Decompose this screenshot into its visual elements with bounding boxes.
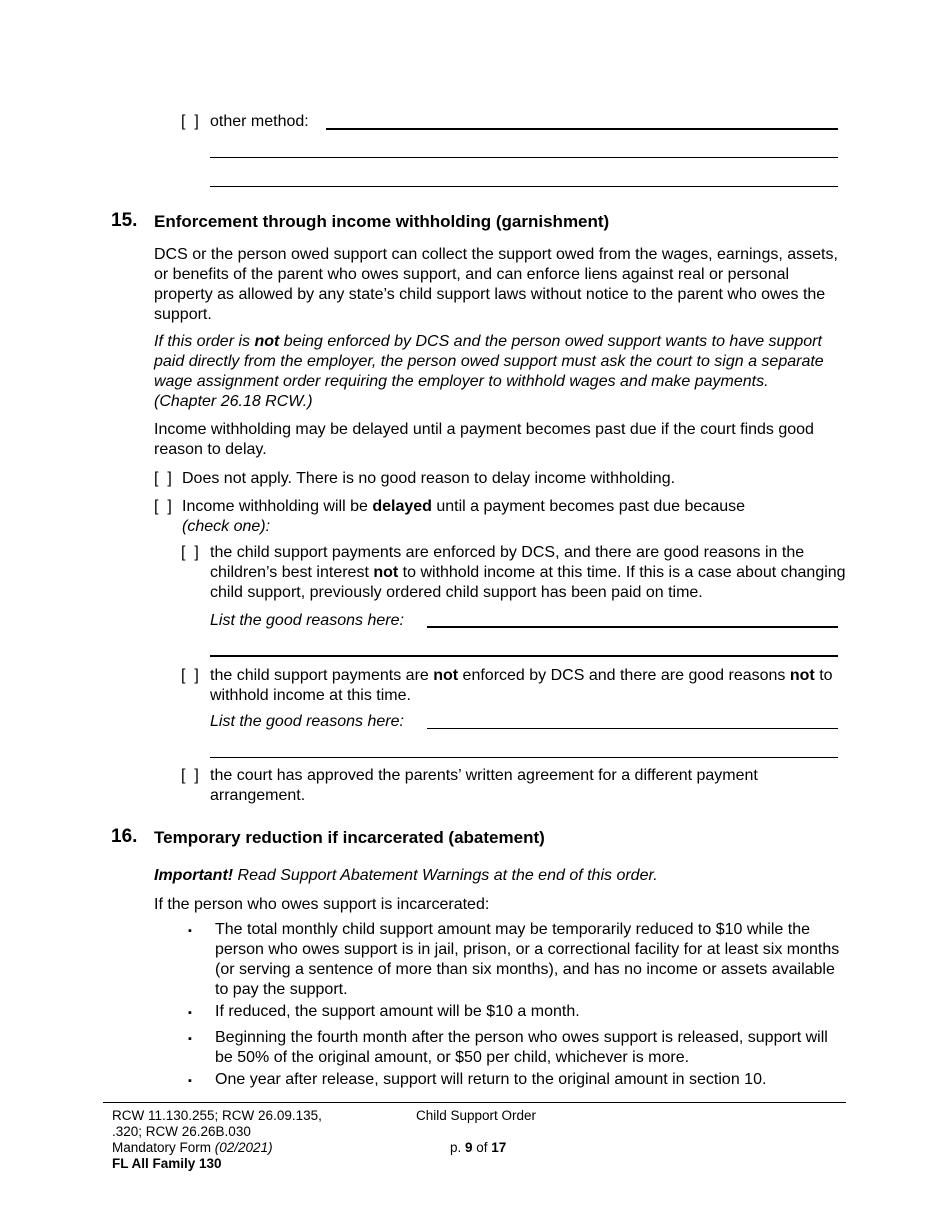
- reasons-field-line-2a[interactable]: [427, 728, 838, 729]
- section-15-para-3: Income withholding may be delayed until a payment becomes past due if the court finds good reason to delay.: [154, 421, 814, 458]
- bullet-item: Beginning the fourth month after the person who owes support is released, support will be 50% of the original amount, or $50 per child, whichever is more.: [215, 1029, 828, 1066]
- bullet-item: If reduced, the support amount will be $10 a month.: [215, 1003, 580, 1020]
- sub-option-dcs-checkbox[interactable]: [ ]: [181, 544, 199, 561]
- footer-rcw-line-2: .320; RCW 26.26B.030: [112, 1124, 251, 1139]
- section-15-number: 15.: [111, 210, 138, 231]
- option-does-not-apply-label: Does not apply. There is no good reason to delay income withholding.: [182, 470, 676, 487]
- sub-option-not-dcs-label: the child support payments are not enforced by DCS and there are good reasons not to withhold income at this time.: [210, 667, 833, 704]
- footer-page-number: p. 9 of 17: [450, 1140, 507, 1155]
- bullet-marker: ▪: [188, 1007, 192, 1019]
- reasons-field-line-1b[interactable]: [210, 655, 838, 657]
- incarcerated-intro: If the person who owes support is incarcerated:: [154, 896, 490, 913]
- bullet-marker: ▪: [188, 925, 192, 937]
- bullet-item: The total monthly child support amount may be temporarily reduced to $10 while the person who owes support is in jail, prison, or a correctional facility for at least six months (or serving a sentence of more than six months), and has no income or assets available to pay the support.: [215, 921, 840, 998]
- other-method-field-line-2[interactable]: [210, 157, 838, 158]
- option-delayed-checkbox[interactable]: [ ]: [154, 498, 172, 515]
- option-delayed-label: Income withholding will be delayed until a payment becomes past due because (check one):: [182, 498, 746, 535]
- section-16-number: 16.: [111, 826, 138, 847]
- list-reasons-label-1: List the good reasons here:: [210, 612, 404, 629]
- sub-option-dcs-label: the child support payments are enforced by DCS, and there are good reasons in the children’s best interest not to withhold income at this time. If this is a case about changing child support, previously ordered child support has been paid on time.: [210, 544, 846, 601]
- reasons-field-line-1a[interactable]: [427, 626, 838, 628]
- footer-doc-title: Child Support Order: [416, 1108, 537, 1123]
- sub-option-not-dcs-checkbox[interactable]: [ ]: [181, 667, 199, 684]
- other-method-label: other method:: [210, 113, 309, 130]
- important-note: Important! Read Support Abatement Warnings at the end of this order.: [154, 867, 658, 884]
- other-method-field-line-3[interactable]: [210, 186, 838, 187]
- sub-option-agreement-checkbox[interactable]: [ ]: [181, 767, 199, 784]
- section-15-title: Enforcement through income withholding (garnishment): [154, 212, 610, 231]
- footer-form-id: FL All Family 130: [112, 1156, 222, 1171]
- footer-divider: [103, 1102, 846, 1103]
- bullet-marker: ▪: [188, 1033, 192, 1045]
- other-method-field-line-1[interactable]: [326, 128, 838, 130]
- footer-rcw: [112, 1108, 322, 1172]
- footer-rcw-line-1: RCW 11.130.255; RCW 26.09.135,: [112, 1108, 322, 1123]
- other-method-checkbox[interactable]: [ ]: [181, 113, 199, 130]
- section-16-title: Temporary reduction if incarcerated (abatement): [154, 828, 545, 847]
- bullet-item: One year after release, support will return to the original amount in section 10.: [215, 1071, 767, 1088]
- section-15-para-2: If this order is not being enforced by DCS and the person owed support wants to have support paid directly from the employer, the person owed support must ask the court to sign a separate wage assignment order requiring the employer to withhold wages and make payments. (Chapter 26.18 RCW.): [154, 333, 824, 410]
- list-reasons-label-2: List the good reasons here:: [210, 713, 404, 730]
- sub-option-agreement-label: the court has approved the parents’ written agreement for a different payment arrangement.: [210, 767, 758, 804]
- option-does-not-apply-checkbox[interactable]: [ ]: [154, 470, 172, 487]
- footer-mandatory-form: Mandatory Form (02/2021): [112, 1140, 273, 1155]
- section-15-para-1: DCS or the person owed support can collect the support owed from the wages, earnings, assets, or benefits of the parent who owes support, and can enforce liens against real or personal property as allowed by any state’s child support laws without notice to the parent who owes the support.: [154, 246, 838, 323]
- reasons-field-line-2b[interactable]: [210, 757, 838, 758]
- bullet-marker: ▪: [188, 1075, 192, 1087]
